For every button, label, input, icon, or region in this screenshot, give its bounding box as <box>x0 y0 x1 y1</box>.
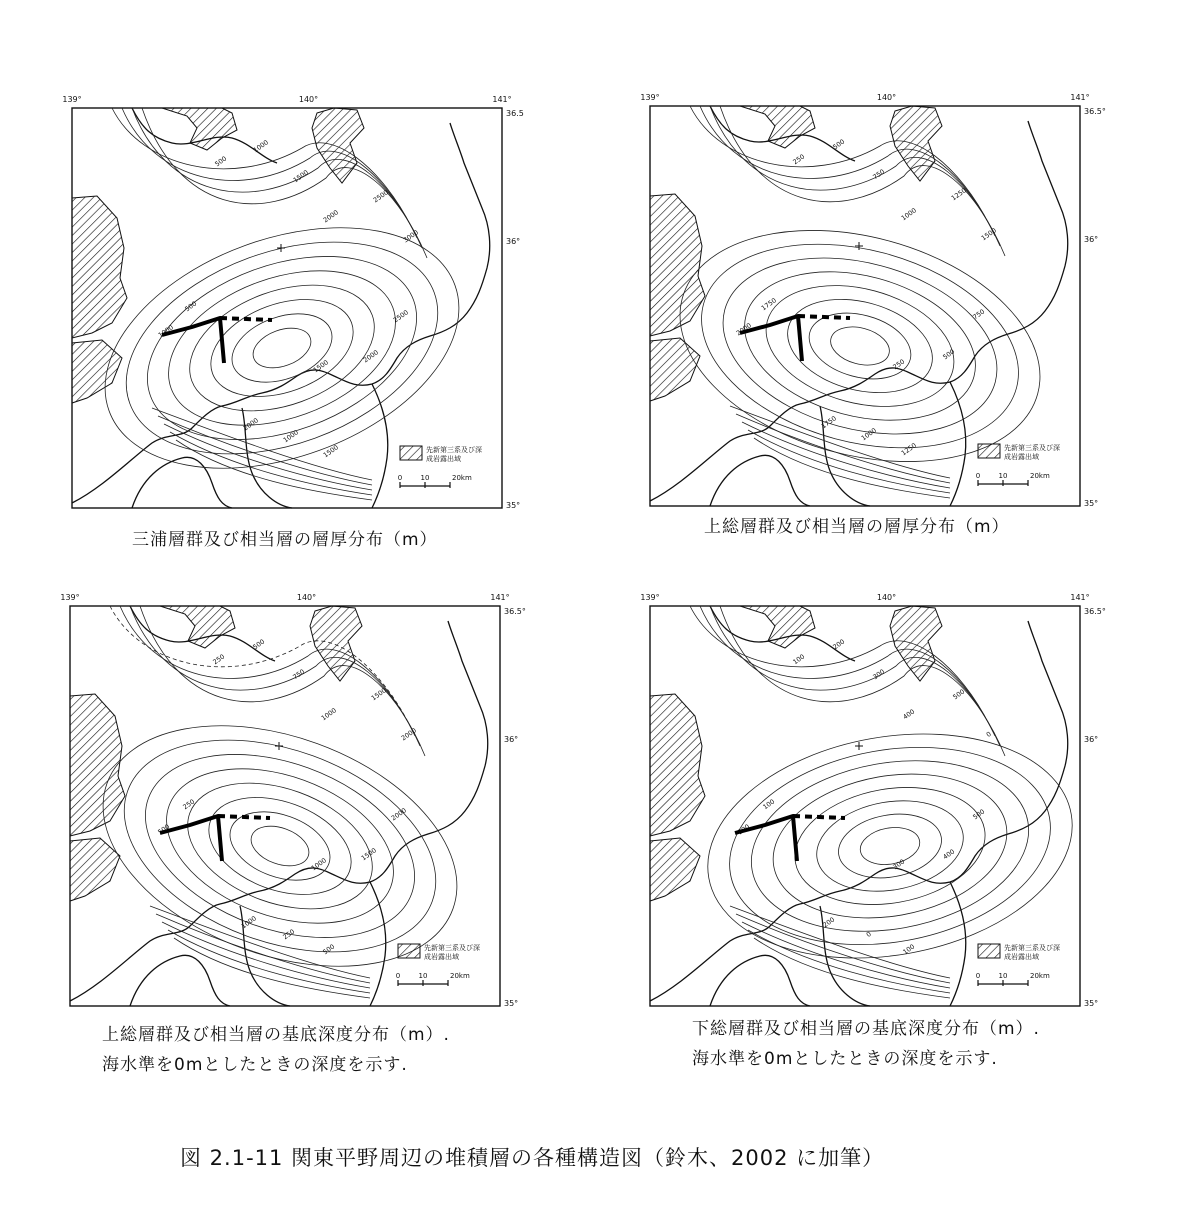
latitude-label: 36° <box>506 237 521 246</box>
basement-exposure-area <box>650 694 705 836</box>
contour-line <box>736 914 950 983</box>
contour-line <box>833 806 946 885</box>
longitude-label: 140° <box>876 93 897 102</box>
contour-value-label: 1500 <box>359 846 378 863</box>
contour-line <box>703 230 1016 463</box>
caption-kazusa-base-note: 海水準を0mとしたときの深度を示す. <box>102 1055 408 1075</box>
survey-line <box>160 816 222 861</box>
legend-swatch <box>400 446 422 460</box>
scale-label: 20km <box>452 474 472 482</box>
survey-line-dashed <box>793 816 845 818</box>
scale-label: 10 <box>420 474 430 482</box>
legend-label: 先新第三系及び深成岩露出域 <box>1004 444 1060 461</box>
contour-value-label: 250 <box>181 797 197 812</box>
basement-exposure-area <box>72 196 127 338</box>
latitude-label: 35° <box>504 999 519 1008</box>
contour-value-label: 500 <box>156 822 172 837</box>
grid-cross-marker <box>277 244 285 252</box>
map-panel-kazusa-base <box>48 588 538 1018</box>
scale-label: 20km <box>1030 972 1050 980</box>
grid-cross-marker <box>855 742 863 750</box>
contour-value-label: 200 <box>821 915 837 930</box>
longitude-label: 141° <box>490 593 510 602</box>
map-content <box>72 108 502 513</box>
contour-value-label: 1000 <box>309 856 328 873</box>
map-content <box>650 106 1080 506</box>
contour-value-label: 250 <box>211 652 227 667</box>
basement-exposure-area <box>70 838 120 901</box>
latitude-label: 36.5° <box>1084 107 1106 116</box>
boundary-line <box>372 384 388 508</box>
contour-value-label: 2000 <box>321 208 340 225</box>
scale-label: 10 <box>998 472 1008 480</box>
longitude-label: 140° <box>296 593 317 602</box>
contour-value-label: 1000 <box>239 914 258 931</box>
map-content <box>650 606 1090 1006</box>
basement-exposure-area <box>890 606 942 681</box>
longitude-label: 139° <box>640 93 660 102</box>
longitude-label: 141° <box>492 95 512 104</box>
contour-value-label: 250 <box>281 927 297 942</box>
caption-kazusa-base: 上総層群及び相当層の基底深度分布（m）. <box>102 1025 450 1045</box>
map-content <box>70 606 500 1011</box>
map-svg <box>628 588 1118 1018</box>
boundary-line <box>950 882 966 1006</box>
scale-bar <box>978 980 1028 986</box>
contour-value-label: 500 <box>251 637 267 652</box>
survey-line-dashed <box>218 816 270 818</box>
contour-line <box>223 301 342 395</box>
contour-value-label: 2000 <box>399 726 418 743</box>
survey-line-dashed <box>220 318 272 320</box>
map-panel-kazusa-thickness <box>628 88 1118 518</box>
latitude-label: 36.5 <box>506 109 524 118</box>
survey-line-dashed <box>798 316 850 318</box>
scale-label: 0 <box>975 972 981 980</box>
longitude-label: 141° <box>1070 593 1090 602</box>
boundary-line <box>132 457 232 508</box>
scale-bar <box>400 482 450 488</box>
survey-line <box>735 816 797 861</box>
contour-line <box>786 773 995 919</box>
contour-line <box>172 262 391 435</box>
contour-value-label: 2500 <box>371 188 390 205</box>
contour-line <box>152 408 372 480</box>
map-svg <box>48 588 538 1018</box>
contour-value-label: 500 <box>831 137 847 152</box>
scale-label: 20km <box>1030 472 1050 480</box>
contour-line <box>246 819 315 873</box>
contour-line <box>826 321 893 371</box>
contour-line <box>809 790 970 902</box>
scale-label: 0 <box>397 474 403 482</box>
boundary-line <box>130 955 230 1006</box>
contour-value-label: 500 <box>183 299 199 314</box>
map-svg <box>628 88 1118 518</box>
contour-line <box>730 406 950 478</box>
basement-exposure-area <box>310 606 362 681</box>
contour-value-label: 2000 <box>734 321 753 338</box>
contour-line <box>150 906 370 978</box>
contour-value-label: 400 <box>941 847 957 862</box>
contour-value-label: 1500 <box>311 358 330 375</box>
contour-line <box>248 321 317 375</box>
map-panel-shimosa-base <box>628 588 1118 1018</box>
scale-bar <box>398 980 448 986</box>
contour-line <box>221 799 340 893</box>
caption-shimosa-base: 下総層群及び相当層の基底深度分布（m）. <box>692 1019 1040 1039</box>
contour-line <box>690 106 990 226</box>
latitude-label: 35° <box>506 501 521 510</box>
longitude-label: 141° <box>1070 93 1090 102</box>
legend-label: 先新第三系及び深成岩露出域 <box>1004 944 1060 961</box>
contour-value-label: 1500 <box>369 686 388 703</box>
contour-line <box>156 914 370 983</box>
contour-value-label: 500 <box>213 154 229 169</box>
contour-value-label: 3000 <box>401 228 420 245</box>
contour-value-label: 2500 <box>391 308 410 325</box>
contour-value-label: 100 <box>901 942 917 957</box>
map-svg <box>50 90 540 520</box>
scale-label: 0 <box>975 472 981 480</box>
longitude-label: 139° <box>640 593 660 602</box>
basement-exposure-area <box>312 108 364 183</box>
latitude-label: 36° <box>1084 235 1099 244</box>
latitude-label: 36° <box>1084 735 1099 744</box>
scale-label: 20km <box>450 972 470 980</box>
contour-line <box>762 757 1019 936</box>
contour-line <box>679 211 1042 480</box>
boundary-line <box>710 455 810 506</box>
map-panel-miura <box>50 90 540 520</box>
contour-line <box>728 248 992 444</box>
contour-value-label: 500 <box>951 687 967 702</box>
contour-value-label: 1000 <box>156 323 175 340</box>
contour-line <box>736 414 950 483</box>
contour-line <box>720 106 1005 256</box>
legend-label: 先新第三系及び深成岩露出域 <box>424 944 480 961</box>
grid-cross-marker <box>275 742 283 750</box>
longitude-label: 140° <box>876 593 897 602</box>
boundary-line <box>710 955 810 1006</box>
contour-value-label: 1000 <box>251 138 270 155</box>
latitude-label: 35° <box>1084 999 1099 1008</box>
contour-value-label: 750 <box>871 167 887 182</box>
basement-exposure-area <box>890 106 942 181</box>
latitude-label: 36.5° <box>1084 607 1106 616</box>
contour-value-label: 500 <box>971 807 987 822</box>
contour-line <box>170 760 389 933</box>
contour-line <box>120 606 415 736</box>
longitude-label: 139° <box>62 95 82 104</box>
contour-line <box>730 906 950 978</box>
contour-value-label: 1500 <box>291 168 310 185</box>
contour-line <box>857 823 922 869</box>
scale-label: 0 <box>395 972 401 980</box>
contour-line <box>690 606 990 726</box>
contour-value-label: 250 <box>791 152 807 167</box>
contour-line <box>753 266 968 426</box>
legend-label: 先新第三系及び深成岩露出域 <box>426 446 482 463</box>
contour-line <box>158 416 372 485</box>
contour-value-label: 1750 <box>759 296 778 313</box>
contour-value-label: 750 <box>971 307 987 322</box>
contour-value-label: 750 <box>291 667 307 682</box>
contour-value-label: 0 <box>864 929 873 939</box>
contour-value-label: 2000 <box>241 416 260 433</box>
caption-miura: 三浦層群及び相当層の層厚分布（m） <box>132 530 438 550</box>
contour-value-label: 0 <box>984 729 993 739</box>
contour-line <box>714 723 1066 968</box>
contour-line <box>700 606 995 736</box>
legend-swatch <box>978 944 1000 958</box>
contour-value-label: 1750 <box>819 414 838 431</box>
scale-bar <box>978 480 1028 486</box>
longitude-label: 140° <box>298 95 319 104</box>
contour-value-label: 300 <box>871 667 887 682</box>
latitude-label: 36° <box>504 735 519 744</box>
contour-line <box>122 108 417 238</box>
contour-value-label: 400 <box>901 707 917 722</box>
contour-line <box>110 606 410 726</box>
contour-value-label: 250 <box>891 357 907 372</box>
contour-line <box>720 606 1005 756</box>
contour-value-label: 1250 <box>949 186 968 203</box>
contour-line <box>700 106 995 236</box>
scale-label: 10 <box>998 972 1008 980</box>
contour-value-label: 200 <box>736 822 752 837</box>
contour-line <box>142 108 427 258</box>
contour-value-label: 100 <box>761 797 777 812</box>
contour-value-label: 200 <box>831 637 847 652</box>
longitude-label: 139° <box>60 593 80 602</box>
figure-title: 図 2.1-11 関東平野周辺の堆積層の各種構造図（鈴木、2002 に加筆） <box>180 1146 885 1170</box>
basement-exposure-area <box>650 194 705 336</box>
contour-value-label: 1000 <box>859 426 878 443</box>
contour-value-label: 1500 <box>321 443 340 460</box>
contour-value-label: 1500 <box>979 226 998 243</box>
grid-cross-marker <box>855 242 863 250</box>
contour-value-label: 1000 <box>899 206 918 223</box>
basement-exposure-area <box>650 838 700 901</box>
legend-swatch <box>978 444 1000 458</box>
contour-value-label: 2000 <box>361 348 380 365</box>
contour-value-label: 2000 <box>389 806 408 823</box>
contour-value-label: 1000 <box>319 706 338 723</box>
contour-value-label: 500 <box>941 347 957 362</box>
caption-kazusa-thickness: 上総層群及び相当層の層厚分布（m） <box>704 517 1010 537</box>
latitude-label: 35° <box>1084 499 1099 508</box>
contour-value-label: 1250 <box>899 441 918 458</box>
contour-value-label: 300 <box>891 857 907 872</box>
caption-shimosa-base-note: 海水準を0mとしたときの深度を示す. <box>692 1049 998 1069</box>
basement-exposure-area <box>650 338 700 401</box>
legend-swatch <box>398 944 420 958</box>
contour-value-label: 1000 <box>281 428 300 445</box>
contour-line <box>738 740 1043 952</box>
contour-line <box>112 108 412 228</box>
contour-value-label: 500 <box>321 942 337 957</box>
scale-label: 10 <box>418 972 428 980</box>
contour-value-label: 100 <box>791 652 807 667</box>
latitude-label: 36.5° <box>504 607 526 616</box>
